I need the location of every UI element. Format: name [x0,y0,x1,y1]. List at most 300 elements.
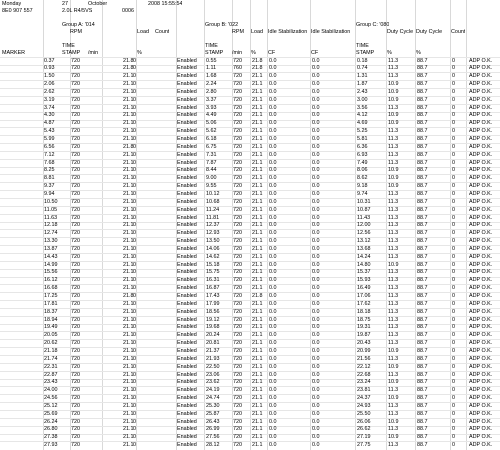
cell-b-rpm[interactable]: 720 [233,308,242,315]
cell-a-time[interactable]: 23.43 [44,379,58,386]
cell-a-time[interactable]: 14.99 [44,261,58,268]
cell-c-time[interactable]: 10.31 [357,198,371,205]
cell-b-time[interactable]: 6.75 [206,143,217,150]
cell-a-rpm[interactable]: 720 [71,395,80,402]
cell-b-load[interactable]: 21.1 [252,151,263,158]
cell-status[interactable]: Enabled [177,379,197,386]
cell-b-load[interactable]: 21.1 [252,175,263,182]
cell-c-duty1[interactable]: 11.3 [388,159,399,166]
cell-status[interactable]: Enabled [177,136,197,142]
cell-b-time[interactable]: 25.30 [206,402,220,409]
cell-b-rpm[interactable]: 760 [233,65,242,72]
cell-a-load[interactable]: 21.1 [123,198,134,205]
cell-a-load[interactable]: 21.1 [123,261,134,268]
cell-b-load[interactable]: 21.1 [252,300,263,307]
cell-b-cf[interactable]: 0.0 [269,261,277,268]
cell-c-duty2[interactable]: 88.7 [417,222,428,229]
cell-b-rpm[interactable]: 720 [233,442,242,449]
cell-b-rpm[interactable]: 720 [233,340,242,347]
cell-c-result[interactable]: ADP O.K. [469,340,493,347]
cell-c-duty1[interactable]: 11.3 [388,316,399,323]
cell-c-duty2[interactable]: 88.7 [417,402,428,409]
cell-b-rpm[interactable]: 720 [233,88,242,95]
cell-b-time[interactable]: 3.93 [206,104,217,111]
cell-a-count[interactable]: 0 [133,222,136,229]
cell-b-rpm[interactable]: 720 [233,151,242,158]
cell-a-count[interactable]: 0 [133,88,136,95]
cell-c-count[interactable]: 0 [452,261,455,268]
cell-b-load[interactable]: 21.1 [252,285,263,292]
cell-c-result[interactable]: ADP O.K. [469,269,493,276]
cell-b-cf[interactable]: 0.0 [269,214,277,221]
cell-c-time[interactable]: 5.81 [357,136,368,142]
cell-a-count[interactable]: 0 [133,104,136,111]
cell-b-time[interactable]: 5.62 [206,128,217,135]
cell-status[interactable]: Enabled [177,332,197,339]
cell-c-count[interactable]: 0 [452,57,455,64]
cell-b-cf[interactable]: 0.0 [269,402,277,409]
cell-a-load[interactable]: 21.1 [123,136,134,142]
cell-a-rpm[interactable]: 720 [71,293,80,299]
cell-a-count[interactable]: 0 [133,410,136,417]
cell-a-time[interactable]: 3.19 [44,96,55,103]
cell-a-time[interactable]: 19.49 [44,324,58,331]
cell-b-load[interactable]: 21.1 [252,426,263,433]
cell-a-rpm[interactable]: 720 [71,104,80,111]
cell-b-cf[interactable]: 0.0 [269,363,277,370]
cell-b-cf2[interactable]: 0.0 [312,410,320,417]
cell-a-time[interactable]: 10.50 [44,198,58,205]
cell-a-rpm[interactable]: 720 [71,261,80,268]
cell-a-count[interactable]: 0 [133,395,136,402]
cell-c-count[interactable]: 0 [452,96,455,103]
cell-b-cf[interactable]: 0.0 [269,395,277,402]
cell-a-time[interactable]: 12.18 [44,222,58,229]
cell-b-time[interactable]: 19.68 [206,324,220,331]
cell-c-result[interactable]: ADP O.K. [469,214,493,221]
cell-b-time[interactable]: 23.62 [206,379,220,386]
cell-b-cf2[interactable]: 0.0 [312,285,320,292]
cell-a-load[interactable]: 21.1 [123,128,134,135]
cell-a-time[interactable]: 14.43 [44,253,58,260]
cell-status[interactable]: Enabled [177,230,197,237]
cell-c-result[interactable]: ADP O.K. [469,300,493,307]
cell-a-load[interactable]: 21.1 [123,190,134,197]
cell-b-load[interactable]: 21.1 [252,230,263,237]
cell-c-time[interactable]: 24.37 [357,395,371,402]
cell-c-time[interactable]: 27.19 [357,434,371,441]
cell-c-duty2[interactable]: 88.7 [417,269,428,276]
cell-a-time[interactable]: 20.62 [44,340,58,347]
cell-b-load[interactable]: 21.1 [252,434,263,441]
cell-a-count[interactable]: 0 [133,269,136,276]
cell-c-time[interactable]: 2.43 [357,88,368,95]
cell-status[interactable]: Enabled [177,159,197,166]
cell-b-cf[interactable]: 0.0 [269,277,277,284]
cell-c-time[interactable]: 21.56 [357,355,371,362]
cell-c-time[interactable]: 23.24 [357,379,371,386]
cell-c-result[interactable]: ADP O.K. [469,73,493,80]
cell-b-time[interactable]: 12.37 [206,222,220,229]
cell-c-count[interactable]: 0 [452,81,455,88]
cell-c-count[interactable]: 0 [452,73,455,80]
cell-c-duty1[interactable]: 10.9 [388,112,399,119]
cell-a-count[interactable]: 0 [133,175,136,182]
cell-b-rpm[interactable]: 720 [233,379,242,386]
cell-c-duty2[interactable]: 88.7 [417,426,428,433]
cell-c-result[interactable]: ADP O.K. [469,81,493,88]
cell-c-duty2[interactable]: 88.7 [417,214,428,221]
cell-c-duty2[interactable]: 88.7 [417,324,428,331]
cell-c-duty2[interactable]: 88.7 [417,112,428,119]
cell-a-count[interactable]: 0 [133,57,136,64]
cell-a-time[interactable]: 16.68 [44,285,58,292]
cell-c-time[interactable]: 12.00 [357,222,371,229]
cell-b-load[interactable]: 21.1 [252,387,263,394]
cell-b-time[interactable]: 16.31 [206,277,220,284]
cell-c-time[interactable]: 1.31 [357,73,368,80]
cell-a-load[interactable]: 21.1 [123,363,134,370]
cell-b-load[interactable]: 21.1 [252,395,263,402]
cell-b-load[interactable]: 21.1 [252,73,263,80]
cell-b-load[interactable]: 21.8 [252,293,263,299]
cell-c-count[interactable]: 0 [452,136,455,142]
cell-c-time[interactable]: 22.68 [357,371,371,378]
cell-b-cf2[interactable]: 0.0 [312,316,320,323]
cell-b-rpm[interactable]: 720 [233,96,242,103]
cell-a-count[interactable]: 0 [133,190,136,197]
cell-c-count[interactable]: 0 [452,175,455,182]
cell-c-time[interactable]: 18.18 [357,308,371,315]
cell-b-time[interactable]: 7.87 [206,159,217,166]
cell-b-rpm[interactable]: 720 [233,175,242,182]
cell-b-cf[interactable]: 0.0 [269,136,277,142]
cell-b-cf2[interactable]: 0.0 [312,277,320,284]
cell-c-duty1[interactable]: 11.3 [388,253,399,260]
cell-b-cf[interactable]: 0.0 [269,120,277,127]
cell-status[interactable]: Enabled [177,418,197,425]
cell-b-cf2[interactable]: 0.0 [312,151,320,158]
cell-c-result[interactable]: ADP O.K. [469,65,493,72]
cell-b-load[interactable]: 21.1 [252,410,263,417]
cell-b-time[interactable]: 2.80 [206,88,217,95]
cell-c-time[interactable]: 6.36 [357,143,368,150]
cell-c-result[interactable]: ADP O.K. [469,316,493,323]
cell-b-cf[interactable]: 0.0 [269,379,277,386]
cell-status[interactable]: Enabled [177,308,197,315]
cell-b-cf2[interactable]: 0.0 [312,245,320,252]
cell-status[interactable]: Enabled [177,300,197,307]
cell-a-load[interactable]: 21.1 [123,402,134,409]
cell-a-time[interactable]: 4.30 [44,112,55,119]
cell-b-time[interactable]: 16.87 [206,285,220,292]
cell-b-cf[interactable]: 0.0 [269,104,277,111]
cell-b-rpm[interactable]: 720 [233,347,242,354]
cell-b-cf2[interactable]: 0.0 [312,136,320,142]
cell-c-duty2[interactable]: 88.7 [417,57,428,64]
cell-c-count[interactable]: 0 [452,128,455,135]
cell-c-duty1[interactable]: 11.3 [388,230,399,237]
cell-c-duty2[interactable]: 88.7 [417,151,428,158]
cell-b-rpm[interactable]: 720 [233,395,242,402]
cell-b-cf2[interactable]: 0.0 [312,269,320,276]
cell-c-time[interactable]: 19.87 [357,332,371,339]
cell-a-time[interactable]: 17.81 [44,300,58,307]
cell-a-rpm[interactable]: 720 [71,379,80,386]
cell-c-time[interactable]: 3.56 [357,104,368,111]
cell-b-rpm[interactable]: 720 [233,300,242,307]
cell-a-load[interactable]: 21.1 [123,96,134,103]
cell-c-duty2[interactable]: 88.7 [417,293,428,299]
cell-b-load[interactable]: 21.1 [252,442,263,449]
cell-status[interactable]: Enabled [177,88,197,95]
cell-c-duty2[interactable]: 88.7 [417,355,428,362]
cell-a-rpm[interactable]: 720 [71,175,80,182]
cell-b-rpm[interactable]: 720 [233,143,242,150]
cell-c-count[interactable]: 0 [452,340,455,347]
cell-c-count[interactable]: 0 [452,65,455,72]
cell-c-duty1[interactable]: 11.3 [388,300,399,307]
cell-b-cf[interactable]: 0.0 [269,175,277,182]
cell-a-count[interactable]: 0 [133,230,136,237]
cell-status[interactable]: Enabled [177,442,197,449]
cell-b-cf2[interactable]: 0.0 [312,355,320,362]
cell-c-result[interactable]: ADP O.K. [469,363,493,370]
cell-a-rpm[interactable]: 720 [71,285,80,292]
cell-b-time[interactable]: 8.44 [206,167,217,174]
cell-c-duty2[interactable]: 88.7 [417,395,428,402]
cell-c-time[interactable]: 0.74 [357,65,368,72]
cell-b-cf[interactable]: 0.0 [269,81,277,88]
cell-b-cf[interactable]: 0.0 [269,159,277,166]
cell-a-time[interactable]: 18.94 [44,316,58,323]
cell-c-time[interactable]: 15.93 [357,277,371,284]
cell-c-count[interactable]: 0 [452,324,455,331]
cell-c-time[interactable]: 13.68 [357,245,371,252]
cell-c-count[interactable]: 0 [452,277,455,284]
cell-b-rpm[interactable]: 720 [233,277,242,284]
cell-b-load[interactable]: 21.1 [252,222,263,229]
cell-c-duty2[interactable]: 88.7 [417,73,428,80]
cell-a-rpm[interactable]: 720 [71,442,80,449]
cell-c-count[interactable]: 0 [452,183,455,190]
cell-c-time[interactable]: 12.56 [357,230,371,237]
cell-a-count[interactable]: 0 [133,198,136,205]
cell-c-duty2[interactable]: 88.7 [417,308,428,315]
cell-a-load[interactable]: 21.1 [123,308,134,315]
cell-b-cf[interactable]: 0.0 [269,65,277,72]
cell-b-cf[interactable]: 0.0 [269,285,277,292]
cell-c-result[interactable]: ADP O.K. [469,238,493,245]
cell-a-load[interactable]: 21.1 [123,167,134,174]
cell-c-duty1[interactable]: 11.3 [388,57,399,64]
cell-b-rpm[interactable]: 720 [233,159,242,166]
cell-c-duty1[interactable]: 11.3 [388,332,399,339]
cell-c-time[interactable]: 23.81 [357,387,371,394]
cell-b-cf2[interactable]: 0.0 [312,198,320,205]
cell-c-count[interactable]: 0 [452,434,455,441]
cell-a-time[interactable]: 9.94 [44,190,55,197]
cell-a-count[interactable]: 0 [133,332,136,339]
cell-a-count[interactable]: 0 [133,371,136,378]
cell-b-cf[interactable]: 0.0 [269,410,277,417]
cell-c-duty2[interactable]: 88.7 [417,410,428,417]
cell-c-duty2[interactable]: 88.7 [417,277,428,284]
cell-c-time[interactable]: 7.49 [357,159,368,166]
cell-c-duty2[interactable]: 88.7 [417,253,428,260]
cell-status[interactable]: Enabled [177,347,197,354]
cell-a-rpm[interactable]: 720 [71,143,80,150]
cell-a-rpm[interactable]: 720 [71,402,80,409]
cell-b-cf[interactable]: 0.0 [269,347,277,354]
cell-c-count[interactable]: 0 [452,198,455,205]
cell-c-time[interactable]: 8.62 [357,175,368,182]
cell-b-cf[interactable]: 0.0 [269,308,277,315]
cell-b-load[interactable]: 21.8 [252,57,263,64]
cell-b-cf2[interactable]: 0.0 [312,167,320,174]
cell-b-time[interactable]: 3.37 [206,96,217,103]
cell-b-cf[interactable]: 0.0 [269,57,277,64]
cell-c-time[interactable]: 25.50 [357,410,371,417]
cell-c-duty2[interactable]: 88.7 [417,190,428,197]
cell-b-time[interactable]: 26.99 [206,426,220,433]
cell-a-count[interactable]: 0 [133,238,136,245]
cell-a-load[interactable]: 21.1 [123,104,134,111]
cell-c-time[interactable]: 24.93 [357,402,371,409]
cell-c-result[interactable]: ADP O.K. [469,104,493,111]
cell-a-count[interactable]: 0 [133,285,136,292]
cell-c-duty1[interactable]: 11.3 [388,442,399,449]
cell-c-result[interactable]: ADP O.K. [469,308,493,315]
cell-a-rpm[interactable]: 720 [71,167,80,174]
cell-a-rpm[interactable]: 720 [71,300,80,307]
cell-b-cf2[interactable]: 0.0 [312,128,320,135]
cell-c-result[interactable]: ADP O.K. [469,347,493,354]
cell-b-cf[interactable]: 0.0 [269,269,277,276]
cell-a-rpm[interactable]: 720 [71,81,80,88]
cell-status[interactable]: Enabled [177,167,197,174]
cell-status[interactable]: Enabled [177,151,197,158]
cell-b-load[interactable]: 21.1 [252,128,263,135]
cell-b-rpm[interactable]: 720 [233,190,242,197]
cell-a-load[interactable]: 21.1 [123,355,134,362]
cell-b-cf[interactable]: 0.0 [269,434,277,441]
cell-b-cf[interactable]: 0.0 [269,387,277,394]
cell-c-duty2[interactable]: 88.7 [417,418,428,425]
cell-a-time[interactable]: 11.05 [44,206,58,213]
cell-c-time[interactable]: 17.62 [357,300,371,307]
cell-b-cf[interactable]: 0.0 [269,442,277,449]
cell-a-load[interactable]: 21.1 [123,73,134,80]
cell-a-rpm[interactable]: 720 [71,269,80,276]
cell-a-count[interactable]: 0 [133,277,136,284]
cell-a-time[interactable]: 1.50 [44,73,55,80]
cell-status[interactable]: Enabled [177,120,197,127]
cell-c-duty1[interactable]: 10.9 [388,167,399,174]
cell-c-duty2[interactable]: 88.7 [417,261,428,268]
cell-a-count[interactable]: 0 [133,128,136,135]
cell-c-time[interactable]: 6.93 [357,151,368,158]
cell-a-count[interactable]: 0 [133,434,136,441]
cell-status[interactable]: Enabled [177,175,197,182]
cell-a-rpm[interactable]: 720 [71,57,80,64]
cell-c-duty1[interactable]: 10.9 [388,183,399,190]
cell-a-rpm[interactable]: 720 [71,151,80,158]
cell-a-time[interactable]: 21.18 [44,347,58,354]
cell-a-load[interactable]: 21.1 [123,347,134,354]
cell-c-time[interactable]: 18.75 [357,316,371,323]
cell-b-time[interactable]: 4.49 [206,112,217,119]
cell-c-duty1[interactable]: 10.9 [388,347,399,354]
cell-b-cf[interactable]: 0.0 [269,151,277,158]
cell-b-time[interactable]: 15.18 [206,261,220,268]
cell-b-load[interactable]: 21.8 [252,65,263,72]
cell-b-rpm[interactable]: 720 [233,120,242,127]
cell-c-time[interactable]: 27.75 [357,442,371,449]
cell-c-duty2[interactable]: 88.7 [417,245,428,252]
cell-b-load[interactable]: 21.1 [252,379,263,386]
cell-c-result[interactable]: ADP O.K. [469,206,493,213]
cell-c-count[interactable]: 0 [452,214,455,221]
cell-a-time[interactable]: 25.12 [44,402,58,409]
cell-b-cf2[interactable]: 0.0 [312,143,320,150]
cell-c-result[interactable]: ADP O.K. [469,324,493,331]
cell-c-count[interactable]: 0 [452,206,455,213]
cell-b-cf2[interactable]: 0.0 [312,183,320,190]
cell-status[interactable]: Enabled [177,222,197,229]
cell-a-rpm[interactable]: 720 [71,120,80,127]
cell-a-count[interactable]: 0 [133,300,136,307]
cell-a-count[interactable]: 0 [133,65,136,72]
cell-c-time[interactable]: 9.18 [357,183,368,190]
cell-c-duty1[interactable]: 11.3 [388,402,399,409]
cell-b-cf2[interactable]: 0.0 [312,190,320,197]
cell-a-time[interactable]: 4.87 [44,120,55,127]
cell-b-rpm[interactable]: 720 [233,206,242,213]
cell-b-cf2[interactable]: 0.0 [312,230,320,237]
cell-b-load[interactable]: 21.1 [252,418,263,425]
cell-a-count[interactable]: 0 [133,151,136,158]
cell-c-count[interactable]: 0 [452,379,455,386]
cell-c-duty2[interactable]: 88.7 [417,143,428,150]
cell-c-duty2[interactable]: 88.7 [417,120,428,127]
cell-a-load[interactable]: 21.1 [123,183,134,190]
cell-c-duty2[interactable]: 88.7 [417,136,428,142]
cell-c-result[interactable]: ADP O.K. [469,198,493,205]
cell-a-time[interactable]: 22.87 [44,371,58,378]
cell-c-duty1[interactable]: 10.9 [388,261,399,268]
cell-c-duty1[interactable]: 11.3 [388,143,399,150]
cell-b-cf2[interactable]: 0.0 [312,65,320,72]
cell-c-count[interactable]: 0 [452,402,455,409]
cell-c-time[interactable]: 14.80 [357,261,371,268]
cell-b-rpm[interactable]: 720 [233,355,242,362]
cell-c-duty2[interactable]: 88.7 [417,285,428,292]
cell-c-result[interactable]: ADP O.K. [469,261,493,268]
cell-c-result[interactable]: ADP O.K. [469,120,493,127]
cell-b-cf[interactable]: 0.0 [269,73,277,80]
cell-a-rpm[interactable]: 720 [71,387,80,394]
cell-a-load[interactable]: 21.1 [123,434,134,441]
cell-c-count[interactable]: 0 [452,190,455,197]
cell-a-rpm[interactable]: 720 [71,434,80,441]
cell-c-result[interactable]: ADP O.K. [469,332,493,339]
cell-c-time[interactable]: 26.62 [357,426,371,433]
cell-c-count[interactable]: 0 [452,245,455,252]
cell-b-time[interactable]: 1.11 [206,65,217,72]
cell-c-duty1[interactable]: 10.9 [388,88,399,95]
cell-status[interactable]: Enabled [177,96,197,103]
